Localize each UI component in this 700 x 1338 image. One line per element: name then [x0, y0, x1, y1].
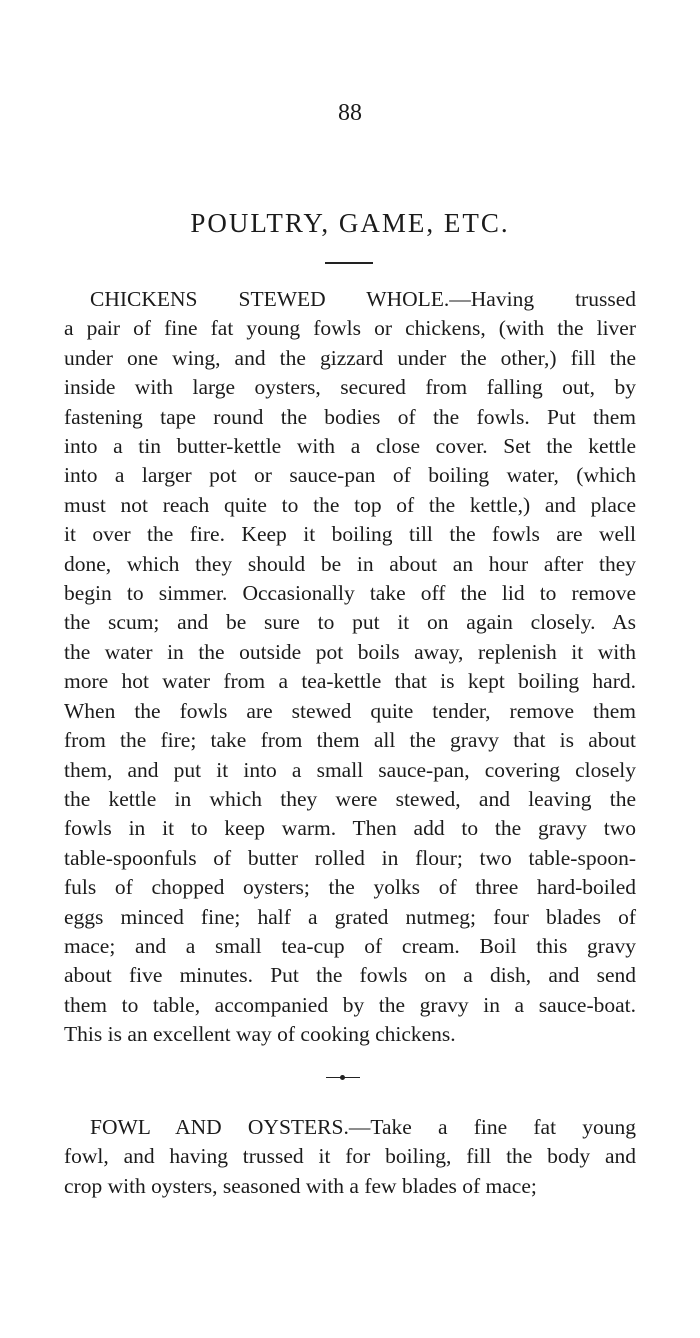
text-line: into a larger pot or sauce-pan of boiling water, (which — [64, 463, 636, 488]
text-line: more hot water from a tea-kettle that is kept boiling hard. — [64, 669, 636, 694]
text-line: them, and put it into a small sauce-pan, covering closely — [64, 757, 636, 782]
text-line: the kettle in which they were stewed, and leaving the — [64, 786, 636, 811]
text-line: must not reach quite to the top of the kettle,) and place — [64, 492, 636, 517]
text-line: mace; and a small tea-cup of cream. Boil this gravy — [64, 933, 636, 958]
text-line: from the fire; take from them all the gravy that is about — [64, 728, 636, 753]
text-line: This is an excellent way of cooking chickens. — [64, 1022, 456, 1047]
text-line: fastening tape round the bodies of the fowls. Put them — [64, 404, 636, 429]
text-line: eggs minced fine; half a grated nutmeg; four blades of — [64, 904, 636, 929]
text-line: the water in the outside pot boils away, replenish it with — [64, 639, 636, 664]
text-line: under one wing, and the gizzard under the other,) fill the — [64, 345, 636, 370]
text-line: fuls of chopped oysters; the yolks of three hard-boiled — [64, 875, 636, 900]
text-line: about five minutes. Put the fowls on a dish, and send — [64, 963, 636, 988]
text-line: FOWL AND OYSTERS.—Take a fine fat young — [90, 1115, 636, 1139]
text-line: inside with large oysters, secured from falling out, by — [64, 375, 636, 400]
text-line: a pair of fine fat young fowls or chickens, (with the liver — [64, 316, 636, 341]
text-line: table-spoonfuls of butter rolled in flour; two table-spoon- — [64, 845, 636, 870]
page-number: 88 — [338, 100, 362, 126]
text-line: fowls in it to keep warm. Then add to the gravy two — [64, 816, 636, 841]
text-line: into a tin butter-kettle with a close cover. Set the kettle — [64, 434, 636, 459]
text-line: CHICKENS STEWED WHOLE.—Having trussed — [90, 287, 636, 311]
text-line: the scum; and be sure to put it on again closely. As — [64, 610, 636, 635]
divider-ornament — [340, 1075, 345, 1080]
text-line: When the fowls are stewed quite tender, remove them — [64, 698, 636, 723]
recipe-chickens-stewed-whole — [64, 285, 636, 1050]
title-rule — [325, 262, 373, 264]
text-line: them to table, accompanied by the gravy in a sauce-boat. — [64, 992, 636, 1017]
text-line: fowl, and having trussed it for boiling, fill the body and — [64, 1144, 636, 1169]
text-line: begin to simmer. Occasionally take off the lid to remove — [64, 581, 636, 606]
section-title: POULTRY, GAME, ETC. — [190, 208, 510, 238]
text-line: done, which they should be in about an hour after they — [64, 551, 636, 576]
text-line: crop with oysters, seasoned with a few blades of mace; — [64, 1173, 537, 1198]
text-line: it over the fire. Keep it boiling till the fowls are well — [64, 522, 636, 547]
recipe-divider — [326, 1076, 360, 1080]
recipe-fowl-and-oysters — [64, 1113, 636, 1201]
